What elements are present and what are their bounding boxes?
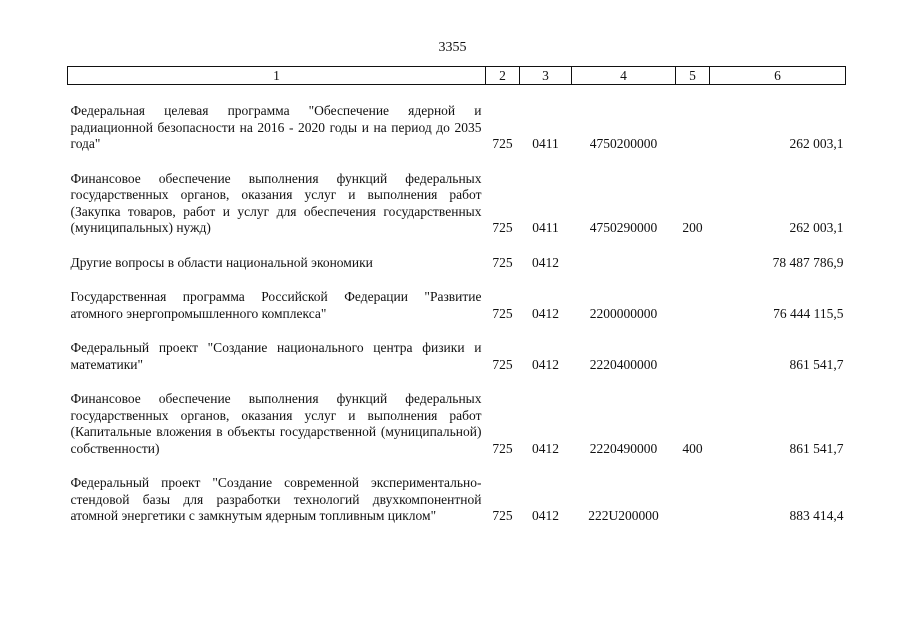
row-section: 0411 [532,136,559,151]
row-section: 0412 [532,305,559,321]
row-ministry: 725 [492,220,513,235]
row-ministry: 725 [492,305,513,321]
row-amount: 861 541,7 [789,440,844,456]
column-header-expense-type: 5 [676,67,710,85]
row-amount: 76 444 115,5 [773,305,844,321]
row-expense-type [676,340,710,373]
row-target: 4750290000 [589,220,658,235]
row-amount: 78 487 786,9 [772,254,844,270]
table-header-row [68,67,846,85]
row-name: Федеральная целевая программа "Обеспечение ядерной и радиационной безопасности на 2016 - 2020 годы и на период до 2035 года" [70,103,482,151]
row-expense-type [676,475,710,525]
row-target: 222U200000 [588,508,659,523]
column-header-ministry: 2 [486,67,520,85]
row-name: Финансовое обеспечение выполнения функций федеральных государственных органов, оказания услуг и выполнения работ (Капитальные вложения в объекты государственной (муниципальной) собственности) [70,391,482,456]
row-section: 0411 [532,220,559,235]
row-target: 4750200000 [589,136,658,151]
row-expense-type [676,103,710,153]
column-header-name: 1 [68,67,486,85]
row-ministry: 725 [492,440,513,456]
page-number: 3355 [438,40,467,55]
table-row [68,391,846,457]
row-section: 0412 [532,508,559,523]
row-expense-type: 400 [682,440,703,456]
row-ministry: 725 [492,136,513,151]
row-amount: 861 541,7 [789,356,844,372]
column-header-section: 3 [520,67,572,85]
row-expense-type: 200 [682,220,703,235]
row-target: 2220490000 [589,440,658,456]
row-ministry: 725 [492,356,513,372]
row-amount: 262 003,1 [789,220,844,235]
row-expense-type [676,255,710,272]
row-amount: 883 414,4 [789,508,844,523]
row-ministry: 725 [492,254,513,270]
row-section: 0412 [532,254,559,270]
row-name: Финансовое обеспечение выполнения функций федеральных государственных органов, оказания услуг и выполнения работ (Закупка товаров, работ и услуг для обеспечения государственных (муниципальных) нужд) [70,170,482,235]
column-header-amount: 6 [710,67,846,85]
row-target: 2220400000 [589,356,658,372]
row-name: Государственная программа Российской Федерации "Развитие атомного энергопромышленного комплекса" [70,289,482,321]
row-ministry: 725 [492,508,513,523]
row-target: 2200000000 [589,305,658,321]
row-expense-type [676,289,710,322]
budget-table [67,66,846,525]
row-amount: 262 003,1 [789,136,844,151]
row-section: 0412 [532,440,559,456]
row-name: Федеральный проект "Создание национального центра физики и математики" [70,340,482,372]
table-row [68,171,846,237]
row-name: Федеральный проект "Создание современной экспериментально-стендовой базы для разработки технологий двухкомпонентной атомной энергетики с замкнутым ядерным топливным циклом" [70,475,482,523]
table-row [68,103,846,153]
table-row [68,475,846,525]
row-name: Другие вопросы в области национальной экономики [70,254,373,270]
row-target [572,255,676,272]
table-row [68,340,846,373]
table-row [68,289,846,322]
row-section: 0412 [532,356,559,372]
table-row [68,255,846,272]
column-header-target: 4 [572,67,676,85]
